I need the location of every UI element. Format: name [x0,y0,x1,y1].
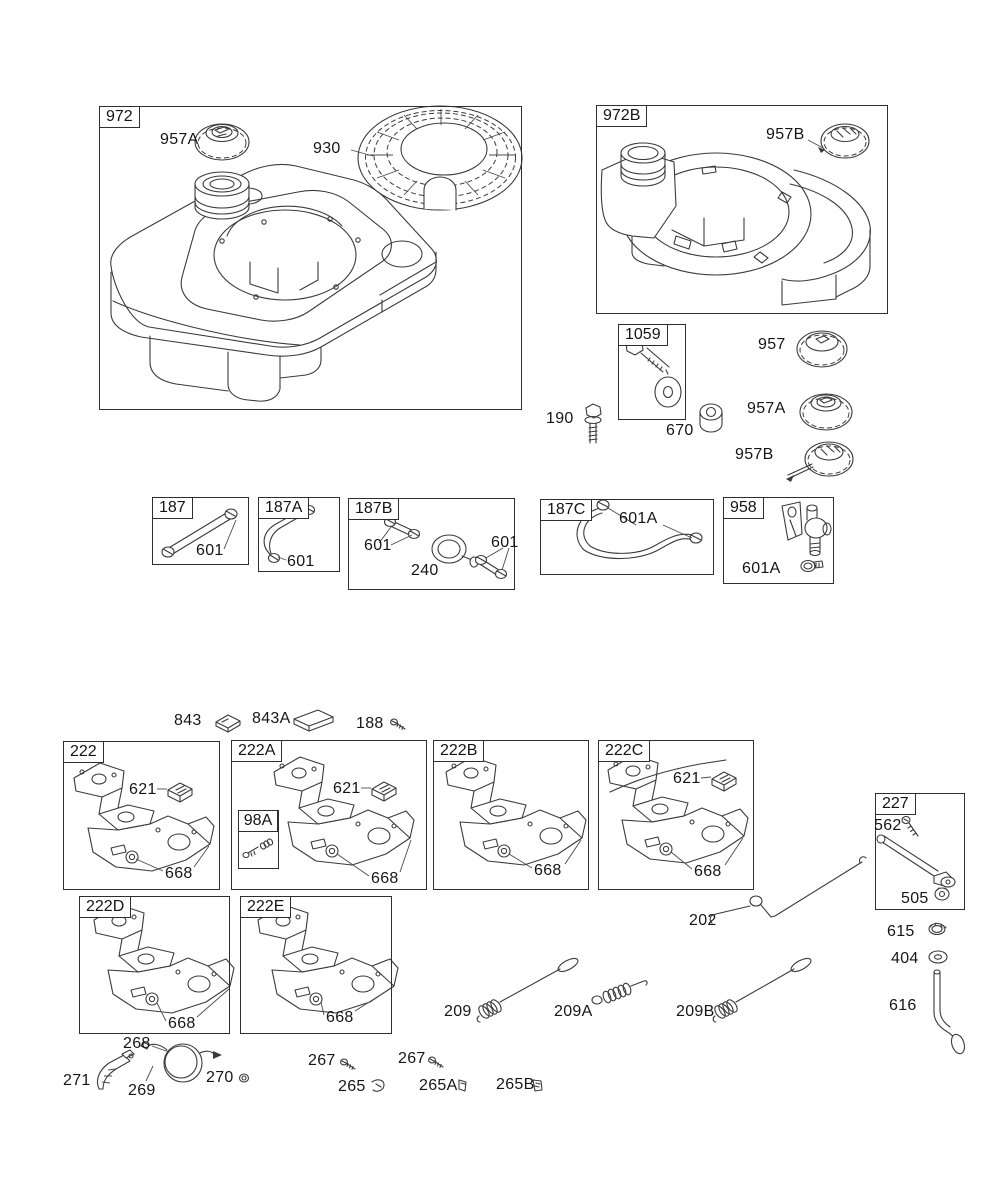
spring-link-209b-icon [713,956,813,1022]
fuel-cap-957a-top-icon [195,124,249,160]
control-bracket-222a [274,757,414,865]
box-tag: 222A [232,741,282,762]
fuel-line-187a-icon [264,506,314,563]
clip-265a-icon [459,1080,466,1091]
fuel-cap-957-icon [797,331,847,367]
part-label-505: 505 [901,890,929,907]
clip-621-222a-icon [372,782,396,801]
cable-268-icon [141,1042,222,1082]
screw-267-icon-1 [341,1059,355,1069]
part-label-601: 601 [287,553,315,570]
blower-screen-930-icon [358,106,522,210]
fuel-line-187-icon [162,509,237,557]
part-label-265b: 265B [496,1076,535,1093]
part-label-268: 268 [123,1035,151,1052]
part-label-621: 621 [129,781,157,798]
box-tag: 222E [241,897,291,918]
part-label-957b-top: 957B [766,126,805,143]
box-tag: 958 [724,498,764,519]
clip-265-icon [372,1080,384,1091]
part-label-621: 621 [333,780,361,797]
box-tag: 187 [153,498,193,519]
bolt-1059-icon [626,338,681,407]
clip-265b-icon [533,1080,542,1091]
part-label-601a: 601A [742,560,781,577]
box-tag: 972 [100,107,140,128]
nut-615-icon [929,923,946,935]
control-bracket-222 [74,763,214,871]
crank-rod-616-icon [934,970,967,1055]
part-label-267: 267 [398,1050,426,1067]
part-label-668: 668 [326,1009,354,1026]
part-label-621: 621 [673,770,701,787]
spring-link-209-icon [477,956,580,1022]
part-label-668: 668 [168,1015,196,1032]
bushing-670-icon [700,404,722,432]
part-label-190: 190 [546,410,574,427]
part-label-957: 957 [758,336,786,353]
part-label-209a: 209A [554,1003,593,1020]
part-label-270: 270 [206,1069,234,1086]
part-label-957a-mid: 957A [747,400,786,417]
part-label-240: 240 [411,562,439,579]
box-tag: 1059 [619,325,668,346]
box-tag: 227 [876,794,916,815]
fuel-cap-957b-mid-icon [786,442,853,482]
part-label-957b-mid: 957B [735,446,774,463]
clip-621-222c-icon [712,772,736,791]
fuel-cap-957a-mid-icon [800,394,852,430]
part-label-615: 615 [887,923,915,940]
part-label-668: 668 [534,862,562,879]
bolt-190-icon [585,404,601,443]
part-label-843: 843 [174,712,202,729]
fuel-tank-972b [601,143,870,305]
part-label-670: 670 [666,422,694,439]
part-label-930: 930 [313,140,341,157]
fuel-line-187b-icon [385,518,507,579]
box-tag: 187B [349,499,399,520]
governor-link-202-icon [710,857,866,923]
box-tag: 222C [599,741,650,762]
fuel-tank-972 [111,164,437,401]
box-tag: 972B [597,106,647,127]
governor-lever-227-icon [877,817,955,901]
part-label-668: 668 [165,865,193,882]
part-label-601: 601 [364,537,392,554]
part-label-209b: 209B [676,1003,715,1020]
control-bracket-222b [446,757,586,865]
key-843a-icon [294,710,333,731]
part-label-269: 269 [128,1082,156,1099]
part-label-616: 616 [889,997,917,1014]
fuel-line-187c-icon [577,500,702,559]
part-label-601a: 601A [619,510,658,527]
part-label-562: 562 [874,817,902,834]
part-label-271: 271 [63,1072,91,1089]
control-bracket-222d [94,905,234,1013]
lever-271-icon [97,1050,134,1089]
nut-270-icon [240,1074,249,1082]
part-label-843a: 843A [252,710,291,727]
box-tag: 222D [80,897,131,918]
part-label-265a: 265A [419,1077,458,1094]
fuel-valve-958-icon [782,502,831,572]
box-tag: 187A [259,498,309,519]
screw-267-icon-2 [429,1057,443,1067]
box-tag: 98A [239,811,278,832]
spring-209a-icon [592,981,647,1004]
fuel-cap-957b-top-icon [808,124,869,158]
part-label-209: 209 [444,1003,472,1020]
box-tag: 222 [64,742,104,763]
key-843-icon [216,715,240,732]
part-label-202: 202 [689,912,717,929]
clip-621-222-icon [168,783,192,802]
part-label-668: 668 [694,863,722,880]
part-label-601: 601 [491,534,519,551]
part-label-601: 601 [196,542,224,559]
fasteners-98a-icon [243,838,274,857]
screw-188-icon [391,719,405,729]
control-bracket-222c [608,755,748,863]
leader-lines [136,150,743,1081]
part-label-188: 188 [356,715,384,732]
box-tag: 187C [541,500,592,521]
box-tag: 222B [434,741,484,762]
part-label-668: 668 [371,870,399,887]
part-label-267: 267 [308,1052,336,1069]
part-label-404: 404 [891,950,919,967]
washer-404-icon [929,951,947,963]
part-label-265: 265 [338,1078,366,1095]
part-label-957a-top: 957A [160,131,199,148]
